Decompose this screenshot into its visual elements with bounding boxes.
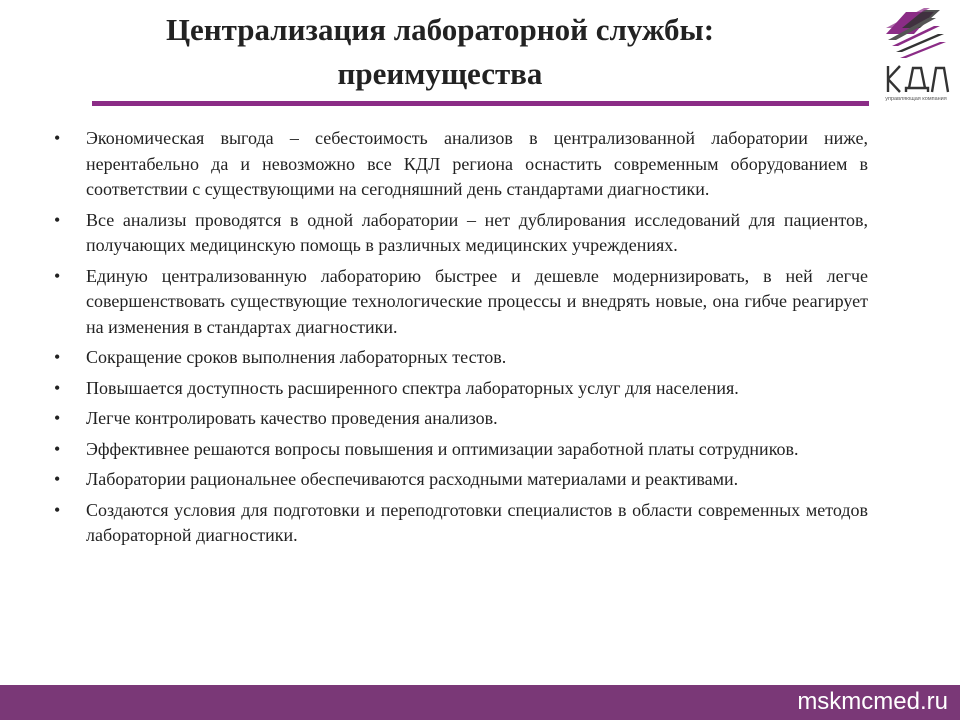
slide-title-line-2: преимущества xyxy=(337,56,543,91)
bullet-marker: • xyxy=(54,469,61,489)
advantage-item-economic-benefit xyxy=(54,126,868,203)
bullet-marker: • xyxy=(54,265,61,286)
bullet-marker: • xyxy=(54,438,61,459)
kdl-logo xyxy=(878,6,954,102)
bullet-marker: • xyxy=(54,347,61,367)
advantage-text: Экономическая выгода – себестоимость анализов в централизованной лаборатории ниже, нерентабельно да и невозможно все КДЛ региона оснастить современным оборудованием в соответствии с существующими на сегодняшний день стандартами диагностики. xyxy=(86,128,868,199)
advantage-text: Единую централизованную лабораторию быстрее и дешевле модернизировать, в ней легче совершенствовать существующие технологические процессы и внедрять новые, она гибче реагирует на изменения в стандартах диагностики. xyxy=(86,265,868,337)
advantage-item-supplies xyxy=(54,467,868,493)
bullet-marker: • xyxy=(54,209,61,230)
advantage-text: Все анализы проводятся в одной лаборатории – нет дублирования исследований для пациентов, получающих медицинскую помощь в различных медицинских учреждениях. xyxy=(86,209,868,255)
logo-tagline: управляющая компания xyxy=(885,96,947,102)
footer-bar xyxy=(0,685,960,720)
advantage-item-accessibility xyxy=(54,376,868,402)
advantage-item-salary-optimization xyxy=(54,437,868,463)
footer-site-url: mskmcmed.ru xyxy=(797,688,948,715)
logo-wordmark xyxy=(888,66,948,92)
title-underline-divider xyxy=(92,101,869,106)
advantage-text: Сокращение сроков выполнения лабораторных тестов. xyxy=(86,347,507,367)
bullet-marker: • xyxy=(54,499,61,520)
advantage-item-staff-training xyxy=(54,498,868,549)
bullet-marker: • xyxy=(54,408,61,428)
slide-title-line-1: Централизация лабораторной службы: xyxy=(165,12,715,47)
slide-title xyxy=(60,8,820,96)
advantage-item-modernization xyxy=(54,264,868,341)
advantage-text: Легче контролировать качество проведения анализов. xyxy=(86,408,498,428)
bullet-marker: • xyxy=(54,128,61,148)
advantage-item-no-duplication xyxy=(54,208,868,259)
advantage-item-turnaround-time xyxy=(54,345,868,371)
advantages-list xyxy=(54,126,868,554)
advantage-item-quality-control xyxy=(54,406,868,432)
advantage-text: Эффективнее решаются вопросы повышения и оптимизации заработной платы сотрудников. xyxy=(86,438,799,459)
bullet-marker: • xyxy=(54,377,61,398)
advantage-text: Лаборатории рациональнее обеспечиваются расходными материалами и реактивами. xyxy=(86,469,739,489)
advantage-text: Повышается доступность расширенного спектра лабораторных услуг для населения. xyxy=(86,377,739,398)
logo-stripes-emblem xyxy=(886,8,946,58)
advantage-text: Создаются условия для подготовки и переподготовки специалистов в области современных методов лабораторной диагностики. xyxy=(86,499,868,545)
